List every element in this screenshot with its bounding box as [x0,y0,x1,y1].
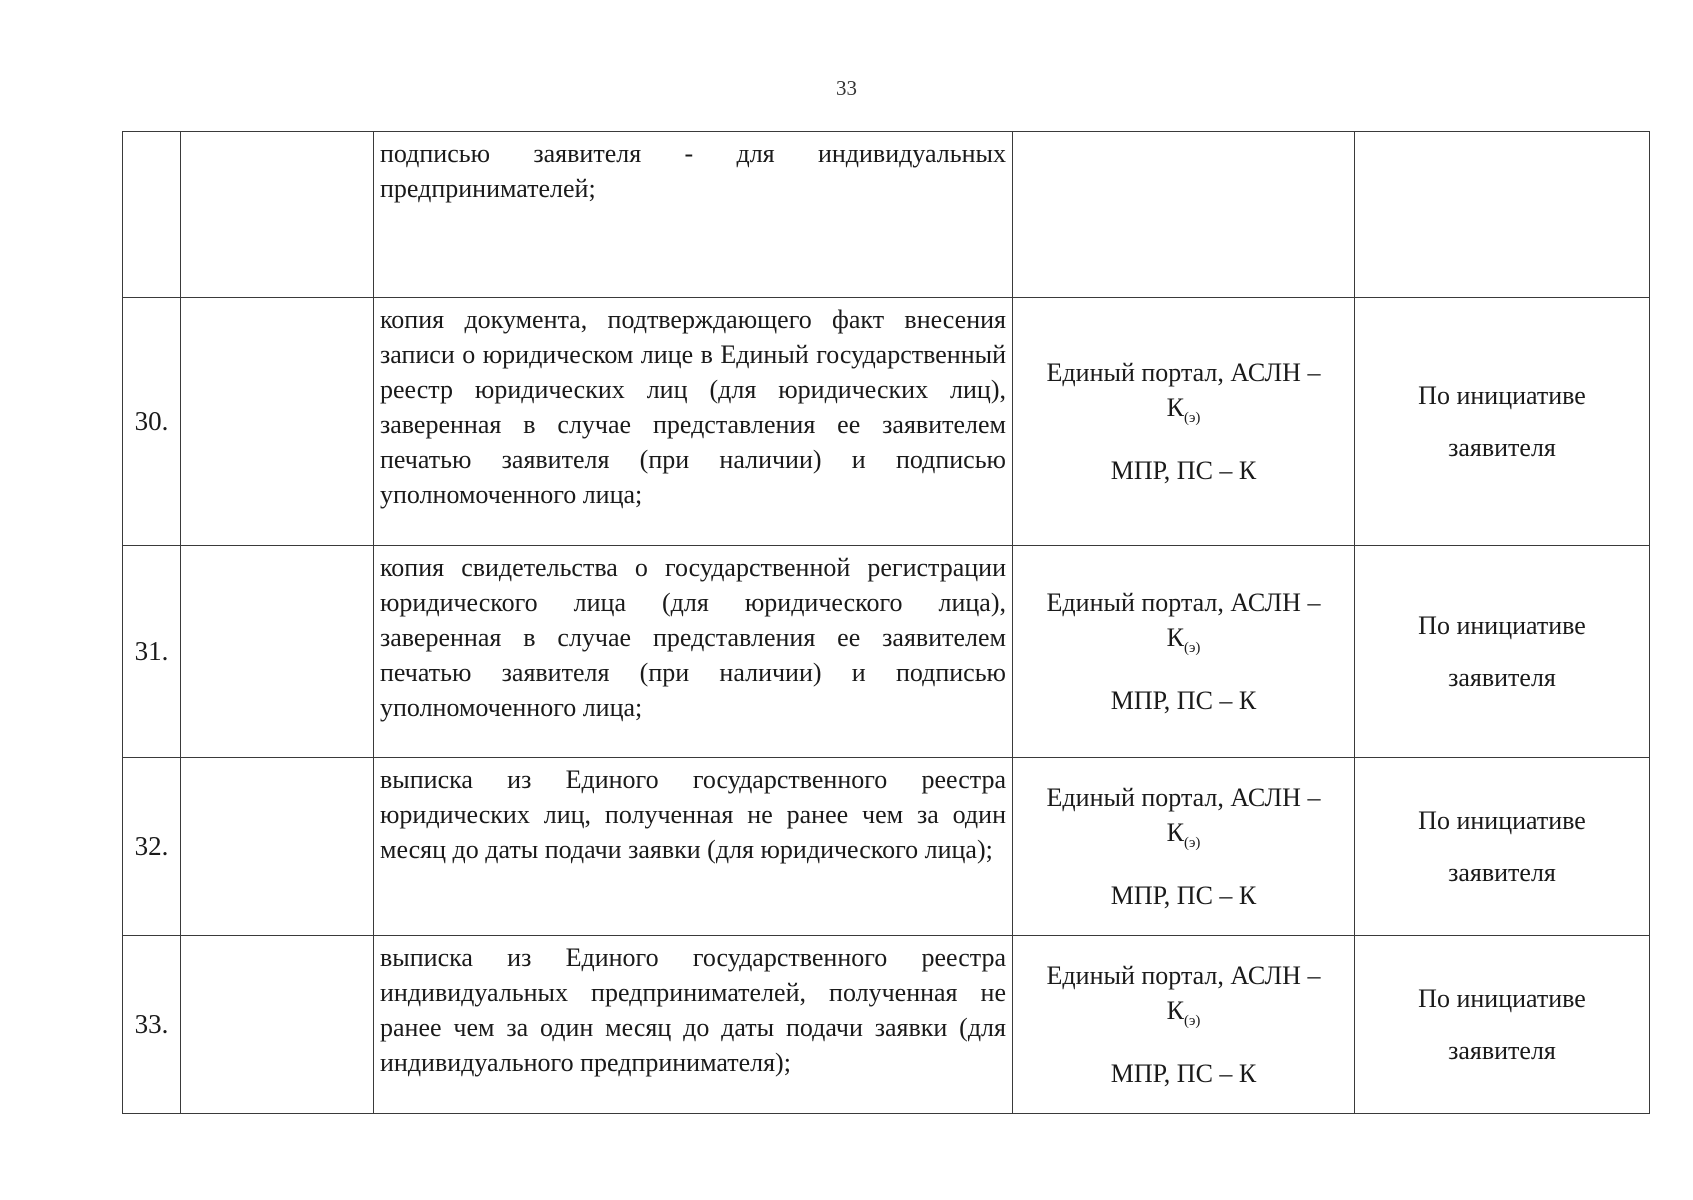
source-code-main: К [1166,393,1184,423]
initiative-cell [1355,546,1650,758]
source-code-subscript: (э) [1183,410,1201,427]
empty-cell [181,546,374,758]
source-code-subscript: (э) [1183,640,1201,657]
table-row [123,298,1650,546]
description-cell [374,758,1013,936]
source-line: Единый портал, АСЛН – [1046,588,1321,618]
table-row [123,546,1650,758]
source-code-subscript: (э) [1183,835,1201,852]
initiative-line: По инициативе [1418,380,1586,410]
description-text: копия свидетельства о государственной регистрации юридического лица (для юридического лица), заверенная в случае представления ее заявителем печатью заявителя (при наличии) и подписью уполномоченного лица; [380,553,1006,722]
initiative-line: заявителя [1448,1035,1556,1065]
source-line: Единый портал, АСЛН – [1046,783,1321,813]
documents-table [122,131,1650,1114]
source-cell [1013,758,1355,936]
source-code [1013,620,1354,666]
row-number-cell: 32. [123,758,181,936]
empty-cell [181,132,374,298]
initiative-line: По инициативе [1418,983,1586,1013]
source-line: МПР, ПС – К [1110,880,1257,910]
row-number-cell: 31. [123,546,181,758]
initiative-line: заявителя [1448,432,1556,462]
page-number: 33 [836,76,857,100]
description-text: выписка из Единого государственного реестра юридических лиц, полученная не ранее чем за один месяц до даты подачи заявки (для юридического лица); [380,765,1006,864]
description-text: копия документа, подтверждающего факт внесения записи о юридическом лице в Единый государственный реестр юридических лиц (для юридических лиц), заверенная в случае представления ее заявителем печатью заявителя (при наличии) и подписью уполномоченного лица; [380,305,1006,509]
initiative-line: заявителя [1448,857,1556,887]
source-cell [1013,132,1355,298]
source-line: Единый портал, АСЛН – [1046,358,1321,388]
row-number-cell: 30. [123,298,181,546]
source-code [1013,390,1354,436]
source-code [1013,993,1354,1039]
source-code [1013,815,1354,861]
table-row [123,758,1650,936]
source-cell [1013,298,1355,546]
initiative-line: заявителя [1448,662,1556,692]
row-number-cell [123,132,181,298]
source-code-subscript: (э) [1183,1013,1201,1030]
initiative-cell [1355,936,1650,1114]
description-text: выписка из Единого государственного реестра индивидуальных предпринимателей, полученная не ранее чем за один месяц до даты подачи заявки (для индивидуального предпринимателя); [380,943,1006,1077]
source-code-main: К [1166,996,1184,1026]
initiative-cell [1355,298,1650,546]
description-cell [374,298,1013,546]
source-line: МПР, ПС – К [1110,455,1257,485]
empty-cell [181,298,374,546]
initiative-cell [1355,132,1650,298]
description-cell [374,546,1013,758]
source-line: МПР, ПС – К [1110,1058,1257,1088]
table-row [123,936,1650,1114]
source-code-main: К [1166,623,1184,653]
initiative-line: По инициативе [1418,805,1586,835]
row-number-cell: 33. [123,936,181,1114]
description-text: подписью заявителя - для индивидуальных предпринимателей; [380,139,1006,203]
source-code-main: К [1166,818,1184,848]
description-cell [374,132,1013,298]
source-line: МПР, ПС – К [1110,685,1257,715]
source-line: Единый портал, АСЛН – [1046,961,1321,991]
description-cell [374,936,1013,1114]
initiative-cell [1355,758,1650,936]
empty-cell [181,936,374,1114]
initiative-line: По инициативе [1418,610,1586,640]
source-cell [1013,936,1355,1114]
source-cell [1013,546,1355,758]
empty-cell [181,758,374,936]
table-row [123,132,1650,298]
